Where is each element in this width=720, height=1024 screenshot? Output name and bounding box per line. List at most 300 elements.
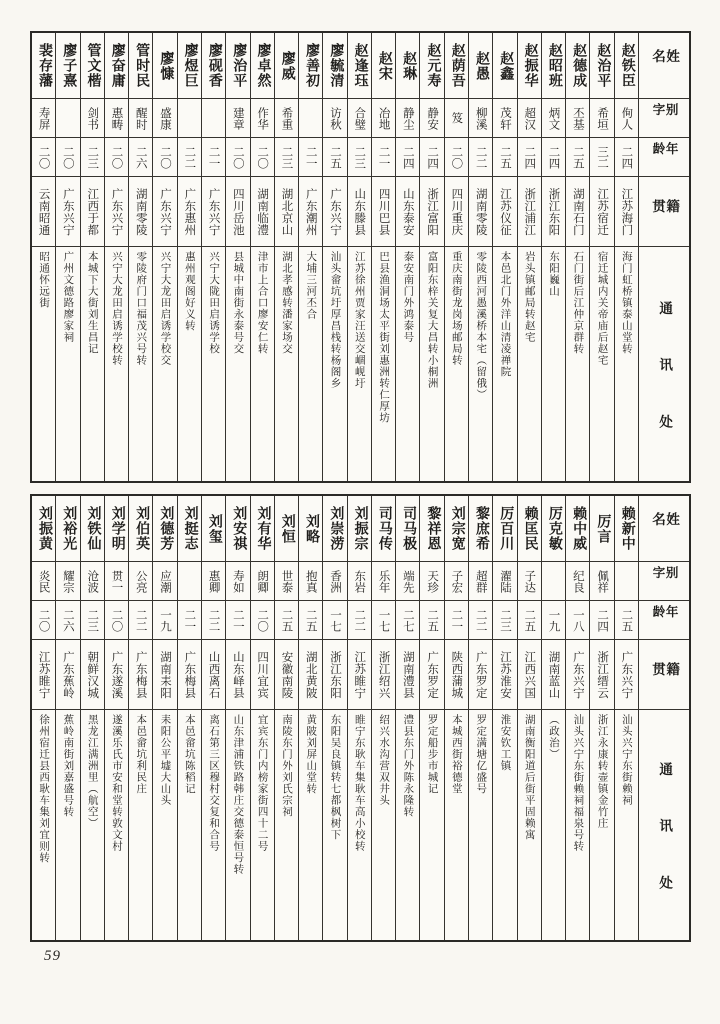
person-name: 赵振华 [518, 33, 541, 99]
person-name: 廖煜巨 [178, 33, 201, 99]
person-column [81, 496, 105, 940]
header-column [639, 33, 689, 481]
person-origin: 湖南耒阳 [153, 640, 176, 710]
person-column [129, 496, 153, 940]
person-alias [178, 562, 201, 601]
person-alias: 希垣 [590, 99, 613, 138]
directory-table-top [30, 31, 691, 483]
person-alias [178, 99, 201, 138]
person-column [251, 496, 275, 940]
person-origin: 广东梅县 [129, 640, 152, 710]
person-origin: 湖北黄陂 [299, 640, 322, 710]
person-origin: 广东兴宁 [153, 177, 176, 247]
person-address: 巴县渔洞场太平街刘惠洲转仁厚坊 [378, 251, 390, 424]
person-name: 赵逢珏 [348, 33, 371, 99]
person-address: 零陵府门口福茂兴号转 [135, 251, 147, 366]
person-origin: 江苏睢宁 [348, 640, 371, 710]
person-column [323, 496, 347, 940]
person-age: 二〇 [56, 138, 79, 177]
person-column [590, 33, 614, 481]
person-name: 刘学明 [105, 496, 128, 562]
person-column [178, 33, 202, 481]
person-address: 本城下大街刘生昌记 [86, 251, 98, 355]
header-column [639, 496, 689, 940]
person-age: 二五 [299, 601, 322, 640]
person-age: 一九 [153, 601, 176, 640]
person-age: 一七 [372, 601, 395, 640]
header-alias: 别字 [639, 562, 689, 601]
person-name: 赖匡民 [518, 496, 541, 562]
person-alias [615, 562, 638, 601]
person-name: 司马传 [372, 496, 395, 562]
person-origin: 云南昭通 [32, 177, 55, 247]
person-origin: 江苏宿迁 [590, 177, 613, 247]
person-alias: 子达 [518, 562, 541, 601]
person-address: 本邑北门外洋山清凌禅院 [499, 251, 511, 378]
person-column [493, 33, 517, 481]
person-name: 廖威 [275, 33, 298, 99]
person-name: 刘振黄 [32, 496, 55, 562]
person-alias: 剑书 [81, 99, 104, 138]
person-address: 零陵西河愚溪桥本宅（留俄） [475, 251, 487, 401]
person-name: 管时民 [129, 33, 152, 99]
person-alias: 静尘 [396, 99, 419, 138]
person-alias: 纪良 [566, 562, 589, 601]
person-age: 二二 [178, 138, 201, 177]
person-address: 睢宁东耿车集耿车高小校转 [353, 714, 365, 852]
person-address: 遂溪乐氏市安和堂转敦文村 [110, 714, 122, 852]
person-origin: 浙江富阳 [420, 177, 443, 247]
person-alias: 应潮 [153, 562, 176, 601]
person-name: 管文楷 [81, 33, 104, 99]
person-column [226, 496, 250, 940]
person-origin: 湖南零陵 [129, 177, 152, 247]
person-address: 绍兴水沟营双井头 [378, 714, 390, 806]
person-age: 二四 [420, 138, 443, 177]
person-alias: 访秋 [323, 99, 346, 138]
person-name: 赵鑫 [493, 33, 516, 99]
person-column [153, 33, 177, 481]
person-alias [202, 99, 225, 138]
person-column [518, 33, 542, 481]
person-name: 赵德成 [566, 33, 589, 99]
person-alias: 寿屏 [32, 99, 55, 138]
person-column [566, 33, 590, 481]
person-name: 刘崇涝 [323, 496, 346, 562]
person-alias [542, 562, 565, 601]
person-address: 泰安南门外鸿泰号 [402, 251, 414, 343]
person-address: 黄陂刘屏山堂转 [305, 714, 317, 795]
person-alias: 朗卿 [251, 562, 274, 601]
person-age: 二〇 [105, 601, 128, 640]
person-origin: 广东罗定 [420, 640, 443, 710]
person-age: 二三 [81, 138, 104, 177]
person-column [372, 33, 396, 481]
person-name: 厉克敏 [542, 496, 565, 562]
header-alias: 别字 [639, 99, 689, 138]
person-age: 二三 [493, 601, 516, 640]
person-address: 湖南衡阳道后街平固赖寓 [523, 714, 535, 841]
person-column [299, 496, 323, 940]
person-column [202, 496, 226, 940]
person-age: 二五 [493, 138, 516, 177]
person-age: 三二 [590, 138, 613, 177]
person-name: 赵荫吾 [445, 33, 468, 99]
person-age: 二四 [615, 138, 638, 177]
person-alias [56, 99, 79, 138]
header-age: 年龄 [639, 138, 689, 177]
person-alias: 抱真 [299, 562, 322, 601]
person-age: 二二 [129, 601, 152, 640]
header-name: 姓名 [639, 33, 689, 99]
person-address: 本城西街裕德堂 [450, 714, 462, 795]
person-age: 二一 [445, 601, 468, 640]
person-address: 离石第三区穆村交复和合号 [208, 714, 220, 852]
person-age: 二五 [275, 601, 298, 640]
person-column [469, 496, 493, 940]
header-address: 通讯处 [657, 761, 673, 932]
person-column [372, 496, 396, 940]
person-column [153, 496, 177, 940]
person-alias: 炳文 [542, 99, 565, 138]
person-address: 兴宁大龙田启诱学校转 [110, 251, 122, 366]
person-name: 赖新中 [615, 496, 638, 562]
person-age: 二六 [129, 138, 152, 177]
person-alias: 炎民 [32, 562, 55, 601]
person-column [445, 33, 469, 481]
person-address: 宿迁城内关帝庙后赵宅 [596, 251, 608, 366]
person-age: 二〇 [105, 138, 128, 177]
person-address: 石门街后江仲京群转 [572, 251, 584, 355]
person-origin: 朝鲜汉城 [81, 640, 104, 710]
person-address: 县城中南街永泰号交 [232, 251, 244, 355]
person-age: 二二 [348, 601, 371, 640]
person-address: 惠州观阁好义转 [183, 251, 195, 332]
person-age: 二一 [178, 601, 201, 640]
person-alias: 静安 [420, 99, 443, 138]
person-origin: 浙江浦江 [518, 177, 541, 247]
person-address: 津市上合口廖安仁转 [256, 251, 268, 355]
person-alias: 天珍 [420, 562, 443, 601]
person-origin: 广东遂溪 [105, 640, 128, 710]
person-alias: 寿如 [226, 562, 249, 601]
person-column [323, 33, 347, 481]
person-address: 大埔三河丕合 [305, 251, 317, 320]
person-age: 二五 [615, 601, 638, 640]
person-column [518, 496, 542, 940]
person-address: 汕头兴宁东街赖祠 [620, 714, 632, 806]
person-origin: 广东兴宁 [566, 640, 589, 710]
person-origin: 四川岳池 [226, 177, 249, 247]
person-address: 罗定满塘亿盛号 [475, 714, 487, 795]
person-column [566, 496, 590, 940]
person-name: 刘玺 [202, 496, 225, 562]
person-alias: 惠畴 [105, 99, 128, 138]
person-alias: 冶地 [372, 99, 395, 138]
person-origin: 四川重庆 [445, 177, 468, 247]
person-address: 岩头镇邮局转赵宅 [523, 251, 535, 343]
person-address: 澧县东门外陈永隆转 [402, 714, 414, 818]
person-name: 廖毓清 [323, 33, 346, 99]
person-column [202, 33, 226, 481]
person-origin: 广东兴宁 [56, 177, 79, 247]
person-name: 赵琳 [396, 33, 419, 99]
person-alias: 乐年 [372, 562, 395, 601]
person-origin: 湖南零陵 [469, 177, 492, 247]
person-age: 二〇 [32, 138, 55, 177]
person-origin: 江苏睢宁 [32, 640, 55, 710]
person-age: 二一 [372, 138, 395, 177]
person-name: 刘有华 [251, 496, 274, 562]
person-origin: 广东梅县 [178, 640, 201, 710]
person-column [56, 33, 80, 481]
person-age: 二七 [396, 601, 419, 640]
person-age: 二五 [518, 601, 541, 640]
person-address: 汕头兴宁东街赖祠福泉号转 [572, 714, 584, 852]
person-age: 一七 [323, 601, 346, 640]
person-name: 刘振宗 [348, 496, 371, 562]
person-origin: 广东兴宁 [202, 177, 225, 247]
person-name: 廖卓然 [251, 33, 274, 99]
person-origin: 四川巴县 [372, 177, 395, 247]
person-column [348, 33, 372, 481]
person-origin: 安徽南陵 [275, 640, 298, 710]
person-alias: 端先 [396, 562, 419, 601]
person-address: 汕头畲坑圩厚昌栈转杨阁乡 [329, 251, 341, 389]
person-alias: 濯陆 [493, 562, 516, 601]
person-column [348, 496, 372, 940]
person-alias: 茂轩 [493, 99, 516, 138]
person-origin: 江苏淮安 [493, 640, 516, 710]
person-name: 廖慷 [153, 33, 176, 99]
header-origin: 籍贯 [639, 177, 689, 247]
person-age: 二六 [56, 601, 79, 640]
person-origin: 山东滕县 [348, 177, 371, 247]
header-origin: 籍贯 [639, 640, 689, 710]
person-name: 赵愚 [469, 33, 492, 99]
person-name: 厉百川 [493, 496, 516, 562]
person-age: 二〇 [32, 601, 55, 640]
person-name: 司马极 [396, 496, 419, 562]
person-age: 一九 [542, 601, 565, 640]
person-address: （政治） [548, 714, 560, 760]
person-name: 黎庶希 [469, 496, 492, 562]
person-age: 二五 [420, 601, 443, 640]
person-alias: 笈 [445, 99, 468, 138]
person-name: 刘宗宽 [445, 496, 468, 562]
person-name: 刘略 [299, 496, 322, 562]
person-age: 二一 [226, 601, 249, 640]
person-name: 廖善初 [299, 33, 322, 99]
person-alias: 丕基 [566, 99, 589, 138]
person-origin: 湖南临澧 [251, 177, 274, 247]
person-name: 刘恒 [275, 496, 298, 562]
person-origin: 江西兴国 [518, 640, 541, 710]
header-name: 姓名 [639, 496, 689, 562]
person-address: 蕉岭南街刘嘉盛号转 [62, 714, 74, 818]
person-name: 刘铁仙 [81, 496, 104, 562]
person-column [615, 33, 639, 481]
person-column [56, 496, 80, 940]
person-age: 二二 [202, 601, 225, 640]
person-name: 赵治平 [590, 33, 613, 99]
person-address: 重庆南街龙岗场邮局转 [450, 251, 462, 366]
person-age: 二三 [275, 138, 298, 177]
person-column [493, 496, 517, 940]
person-address: 东阳巍山 [548, 251, 560, 297]
person-age: 二五 [323, 138, 346, 177]
person-age: 二四 [590, 601, 613, 640]
person-age: 二〇 [445, 138, 468, 177]
person-column [590, 496, 614, 940]
directory-table-bottom [30, 494, 691, 942]
person-alias: 耀宗 [56, 562, 79, 601]
person-column [615, 496, 639, 940]
person-column [299, 33, 323, 481]
person-address: 浙江永康转壶镇金竹庄 [596, 714, 608, 829]
person-age: 二〇 [153, 138, 176, 177]
person-origin: 山东峄县 [226, 640, 249, 710]
person-alias: 子宏 [445, 562, 468, 601]
person-name: 赖中威 [566, 496, 589, 562]
person-column [251, 33, 275, 481]
person-origin: 浙江东阳 [323, 640, 346, 710]
person-origin: 江西于都 [81, 177, 104, 247]
person-address: 江苏徐州贾家汪送交崓岘圩 [353, 251, 365, 389]
person-origin: 山东泰安 [396, 177, 419, 247]
person-name: 厉言 [590, 496, 613, 562]
person-alias: 佩祥 [590, 562, 613, 601]
person-address: 昭通怀远街 [38, 251, 50, 309]
person-address: 广州文德路廖家祠 [62, 251, 74, 343]
person-address: 徐州宿迁县西耿车集刘宜则转 [38, 714, 50, 864]
person-origin: 江苏海门 [615, 177, 638, 247]
person-alias: 超群 [469, 562, 492, 601]
person-address: 南陵东门外刘氏宗祠 [280, 714, 292, 818]
person-name: 赵昭班 [542, 33, 565, 99]
person-name: 廖奋庸 [105, 33, 128, 99]
person-alias: 作华 [251, 99, 274, 138]
person-alias: 建章 [226, 99, 249, 138]
person-origin: 浙江东阳 [542, 177, 565, 247]
person-origin: 江苏仪征 [493, 177, 516, 247]
header-address: 通讯处 [657, 300, 673, 471]
person-origin: 浙江缙云 [590, 640, 613, 710]
person-origin: 广东罗定 [469, 640, 492, 710]
person-address: 淮安钦工镇 [499, 714, 511, 772]
person-name: 刘伯英 [129, 496, 152, 562]
page-number: 59 [44, 948, 61, 964]
person-alias: 合璧 [348, 99, 371, 138]
person-address: 罗定船步市城记 [426, 714, 438, 795]
person-age: 一八 [566, 601, 589, 640]
person-alias: 世泰 [275, 562, 298, 601]
person-alias [299, 99, 322, 138]
person-column [81, 33, 105, 481]
person-column [32, 496, 56, 940]
person-origin: 陕西蒲城 [445, 640, 468, 710]
person-name: 廖治平 [226, 33, 249, 99]
person-origin: 浙江绍兴 [372, 640, 395, 710]
person-address: 湖北孝感转潘家场交 [280, 251, 292, 355]
person-age: 二〇 [251, 138, 274, 177]
person-column [178, 496, 202, 940]
person-age: 二三 [81, 601, 104, 640]
header-age: 年龄 [639, 601, 689, 640]
person-address: 耒阳公平墟大山头 [159, 714, 171, 806]
person-column [105, 33, 129, 481]
person-column [396, 496, 420, 940]
person-alias: 盛康 [153, 99, 176, 138]
person-name: 赵元寿 [420, 33, 443, 99]
person-alias: 惠卿 [202, 562, 225, 601]
person-age: 二四 [542, 138, 565, 177]
person-column [542, 33, 566, 481]
person-age: 二〇 [251, 601, 274, 640]
person-name: 廖砚香 [202, 33, 225, 99]
person-column [445, 496, 469, 940]
person-alias: 贯一 [105, 562, 128, 601]
person-age: 二五 [566, 138, 589, 177]
person-alias: 醒时 [129, 99, 152, 138]
person-address: 山东津浦铁路韩庄交德泰恒号转 [232, 714, 244, 875]
person-name: 赵铁臣 [615, 33, 638, 99]
person-column [275, 496, 299, 940]
person-origin: 山西离石 [202, 640, 225, 710]
person-address: 本邑畲坑利民庄 [135, 714, 147, 795]
person-name: 刘德芳 [153, 496, 176, 562]
person-age: 二二 [469, 138, 492, 177]
person-name: 廖子熹 [56, 33, 79, 99]
person-name: 黎祥恩 [420, 496, 443, 562]
person-origin: 广东惠州 [178, 177, 201, 247]
person-alias: 希重 [275, 99, 298, 138]
person-age: 二四 [518, 138, 541, 177]
person-age: 二二 [469, 601, 492, 640]
person-alias: 沧波 [81, 562, 104, 601]
person-address: 东阳吴良镇转七都枫树下 [329, 714, 341, 841]
person-origin: 湖南石门 [566, 177, 589, 247]
person-alias: 侚人 [615, 99, 638, 138]
person-name: 刘挺志 [178, 496, 201, 562]
person-name: 刘安祺 [226, 496, 249, 562]
person-address: 本邑畲坑陈稻记 [183, 714, 195, 795]
person-address: 黑龙江满洲里（航空） [86, 714, 98, 829]
person-column [420, 496, 444, 940]
person-origin: 四川宜宾 [251, 640, 274, 710]
person-alias: 香洲 [323, 562, 346, 601]
person-origin: 广东潮州 [299, 177, 322, 247]
person-alias: 东岩 [348, 562, 371, 601]
person-address: 兴宁大陇田启诱学校 [208, 251, 220, 355]
person-name: 刘裕光 [56, 496, 79, 562]
person-name: 赵宋 [372, 33, 395, 99]
person-alias: 柳溪 [469, 99, 492, 138]
person-origin: 湖南澧县 [396, 640, 419, 710]
person-age: 二一 [299, 138, 322, 177]
person-age: 二四 [396, 138, 419, 177]
person-column [420, 33, 444, 481]
person-alias: 公亮 [129, 562, 152, 601]
person-age: 二一 [202, 138, 225, 177]
person-age: 二三 [348, 138, 371, 177]
person-address: 海门虹桥镇泰山堂转 [620, 251, 632, 355]
person-origin: 湖北京山 [275, 177, 298, 247]
person-origin: 广东蕉岭 [56, 640, 79, 710]
person-origin: 广东兴宁 [323, 177, 346, 247]
person-origin: 广东兴宁 [615, 640, 638, 710]
person-column [32, 33, 56, 481]
